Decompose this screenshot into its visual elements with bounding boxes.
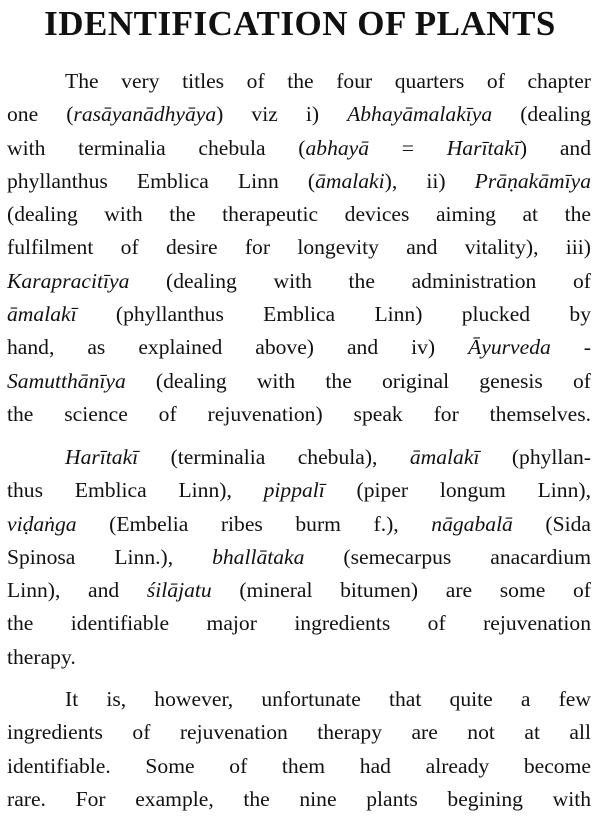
italic-term: nāgabalā (431, 511, 513, 536)
italic-term: Harītakī (446, 135, 520, 160)
italic-term: viḍaṅga (7, 511, 77, 536)
italic-term: Harītakī (65, 445, 139, 469)
paragraph-3 (7, 683, 591, 816)
paragraph-line: It is, however, unfortunate that quite a few (65, 687, 591, 711)
paragraph-line: one (rasāyanādhyāya) viz i) Abhayāmalakīya (dealing (7, 102, 591, 127)
paragraph-line: (dealing with the therapeutic devices aiming at the (7, 202, 591, 227)
paragraph-2 (7, 441, 591, 674)
italic-term: āmalaki (315, 168, 385, 193)
paragraph-line: āmalakī (phyllanthus Emblica Linn) plucked by (7, 302, 591, 327)
italic-term: Karapracitīya (7, 268, 130, 293)
italic-term: pippalī (263, 478, 325, 503)
paragraph-line: Linn), and śilājatu (mineral bitumen) are some of (7, 578, 591, 603)
italic-term: Prāṇakāmīya (474, 168, 592, 193)
paragraph-line: the science of rejuvenation) speak for themselves. (7, 401, 591, 426)
paragraph-line: Spinosa Linn.), bhallātaka (semecarpus anacardium (7, 544, 591, 569)
paragraph-line: identifiable. Some of them had already become (7, 753, 591, 778)
italic-term: abhayā (305, 135, 370, 160)
paragraph-line: hand, as explained above) and iv) Āyurveda - (7, 335, 591, 360)
paragraph-line: Harītakī (terminalia chebula), āmalakī (phyllan- (65, 445, 591, 469)
italic-term: śilājatu (146, 578, 212, 603)
paragraph-line: Karapracitīya (dealing with the administration of (7, 268, 591, 293)
paragraph-line: Samutthānīya (dealing with the original genesis of (7, 368, 591, 393)
paragraph-line: fulfilment of desire for longevity and vitality), iii) (7, 235, 591, 260)
paragraph-line: phyllanthus Emblica Linn (āmalaki), ii) Prāṇakāmīya (7, 168, 592, 193)
paragraph-1 (7, 65, 591, 431)
italic-term: bhallātaka (212, 544, 305, 569)
paragraph-line: viḍaṅga (Embelia ribes burm f.), nāgabalā (Sida (7, 511, 592, 536)
paragraph-line: thus Emblica Linn), pippalī (piper longum Linn), (7, 478, 591, 503)
italic-term: Samutthānīya (7, 368, 126, 393)
paragraph-line: therapy. (7, 644, 76, 669)
italic-term: Abhayāmalakīya (347, 102, 493, 127)
paragraph-line: The very titles of the four quarters of chapter (65, 69, 591, 93)
paragraph-line: rare. For example, the nine plants begining with (7, 786, 591, 811)
paragraph-line: the identifiable major ingredients of rejuvenation (7, 611, 591, 636)
italic-term: Āyurveda (468, 335, 551, 360)
paragraph-line: with terminalia chebula (abhayā = Harītakī) and (7, 135, 591, 160)
italic-term: rasāyanādhyāya (73, 102, 217, 127)
italic-term: āmalakī (7, 302, 77, 327)
italic-term: āmalakī (409, 445, 480, 469)
page-title: IDENTIFICATION OF PLANTS (44, 4, 556, 43)
paragraph-line: ingredients of rejuvenation therapy are not at all (7, 720, 591, 745)
